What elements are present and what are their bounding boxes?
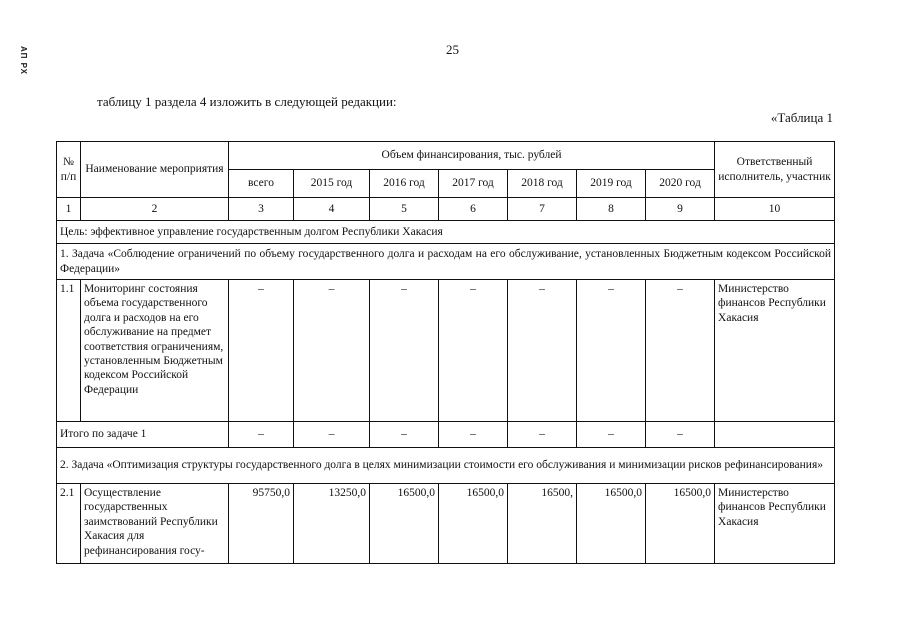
task1-row bbox=[57, 244, 835, 280]
header-year: 2020 год bbox=[646, 170, 715, 198]
header-responsible: Ответственный исполнитель, участник bbox=[715, 142, 835, 198]
page-number: 25 bbox=[446, 42, 459, 57]
row-name: Осуществление государственных заимствований Республики Хакасия для рефинансирования госу- bbox=[81, 484, 229, 564]
total-label: Итого по задаче 1 bbox=[57, 422, 229, 448]
row-value: 16500,0 bbox=[577, 484, 646, 564]
column-number: 8 bbox=[577, 198, 646, 221]
column-number: 3 bbox=[229, 198, 294, 221]
table-row bbox=[57, 280, 835, 422]
header-year: всего bbox=[229, 170, 294, 198]
row-value: 16500,0 bbox=[646, 484, 715, 564]
header-year: 2019 год bbox=[577, 170, 646, 198]
total-row bbox=[57, 422, 835, 448]
total-responsible bbox=[715, 422, 835, 448]
row-value: 16500,0 bbox=[439, 484, 508, 564]
table-row bbox=[57, 484, 835, 564]
row-value: – bbox=[508, 280, 577, 422]
row-num: 1.1 bbox=[57, 280, 81, 422]
header-financing: Объем финансирования, тыс. рублей bbox=[229, 142, 715, 170]
goal-row bbox=[57, 221, 835, 244]
total-value: – bbox=[439, 422, 508, 448]
row-value: 95750,0 bbox=[229, 484, 294, 564]
column-number: 7 bbox=[508, 198, 577, 221]
row-value: – bbox=[229, 280, 294, 422]
task2-row bbox=[57, 448, 835, 484]
row-value: – bbox=[439, 280, 508, 422]
row-value: 13250,0 bbox=[294, 484, 370, 564]
header-year: 2018 год bbox=[508, 170, 577, 198]
header-year: 2017 год bbox=[439, 170, 508, 198]
side-stamp: АП РХ bbox=[18, 45, 28, 75]
row-name: Мониторинг состояния объема государственного долга и расходов на его обслуживание на предмет соответствия ограничениям, установленным Бюджетным кодексом Российской Федерации bbox=[81, 280, 229, 422]
table-label: «Таблица 1 bbox=[770, 110, 833, 125]
financing-table bbox=[56, 141, 835, 564]
column-number: 5 bbox=[370, 198, 439, 221]
header-year: 2016 год bbox=[370, 170, 439, 198]
header-num: № п/п bbox=[57, 142, 81, 198]
row-value: – bbox=[577, 280, 646, 422]
row-responsible: Министерство финансов Республики Хакасия bbox=[715, 280, 835, 422]
total-value: – bbox=[370, 422, 439, 448]
goal-text: Цель: эффективное управление государственным долгом Республики Хакасия bbox=[57, 221, 835, 244]
column-number: 10 bbox=[715, 198, 835, 221]
column-number: 4 bbox=[294, 198, 370, 221]
column-number: 2 bbox=[81, 198, 229, 221]
column-number: 9 bbox=[646, 198, 715, 221]
column-number: 6 bbox=[439, 198, 508, 221]
row-value: – bbox=[370, 280, 439, 422]
row-responsible: Министерство финансов Республики Хакасия bbox=[715, 484, 835, 564]
total-value: – bbox=[508, 422, 577, 448]
header-name: Наименование мероприятия bbox=[81, 142, 229, 198]
row-value: 16500, bbox=[508, 484, 577, 564]
column-number: 1 bbox=[57, 198, 81, 221]
total-value: – bbox=[577, 422, 646, 448]
total-value: – bbox=[229, 422, 294, 448]
row-num: 2.1 bbox=[57, 484, 81, 564]
row-value: 16500,0 bbox=[370, 484, 439, 564]
total-value: – bbox=[294, 422, 370, 448]
column-number-row bbox=[57, 198, 835, 221]
header-row-1 bbox=[57, 142, 835, 170]
task2-title: 2. Задача «Оптимизация структуры государственного долга в целях минимизации стоимости его обслуживания и минимизации рисков рефинансирования» bbox=[57, 448, 835, 484]
total-value: – bbox=[646, 422, 715, 448]
header-year: 2015 год bbox=[294, 170, 370, 198]
task1-title: 1. Задача «Соблюдение ограничений по объему государственного долга и расходам на его обслуживание, установленных Бюджетным кодексом Российской Федерации» bbox=[57, 244, 835, 280]
row-value: – bbox=[294, 280, 370, 422]
intro-text: таблицу 1 раздела 4 изложить в следующей редакции: bbox=[97, 94, 397, 109]
row-value: – bbox=[646, 280, 715, 422]
